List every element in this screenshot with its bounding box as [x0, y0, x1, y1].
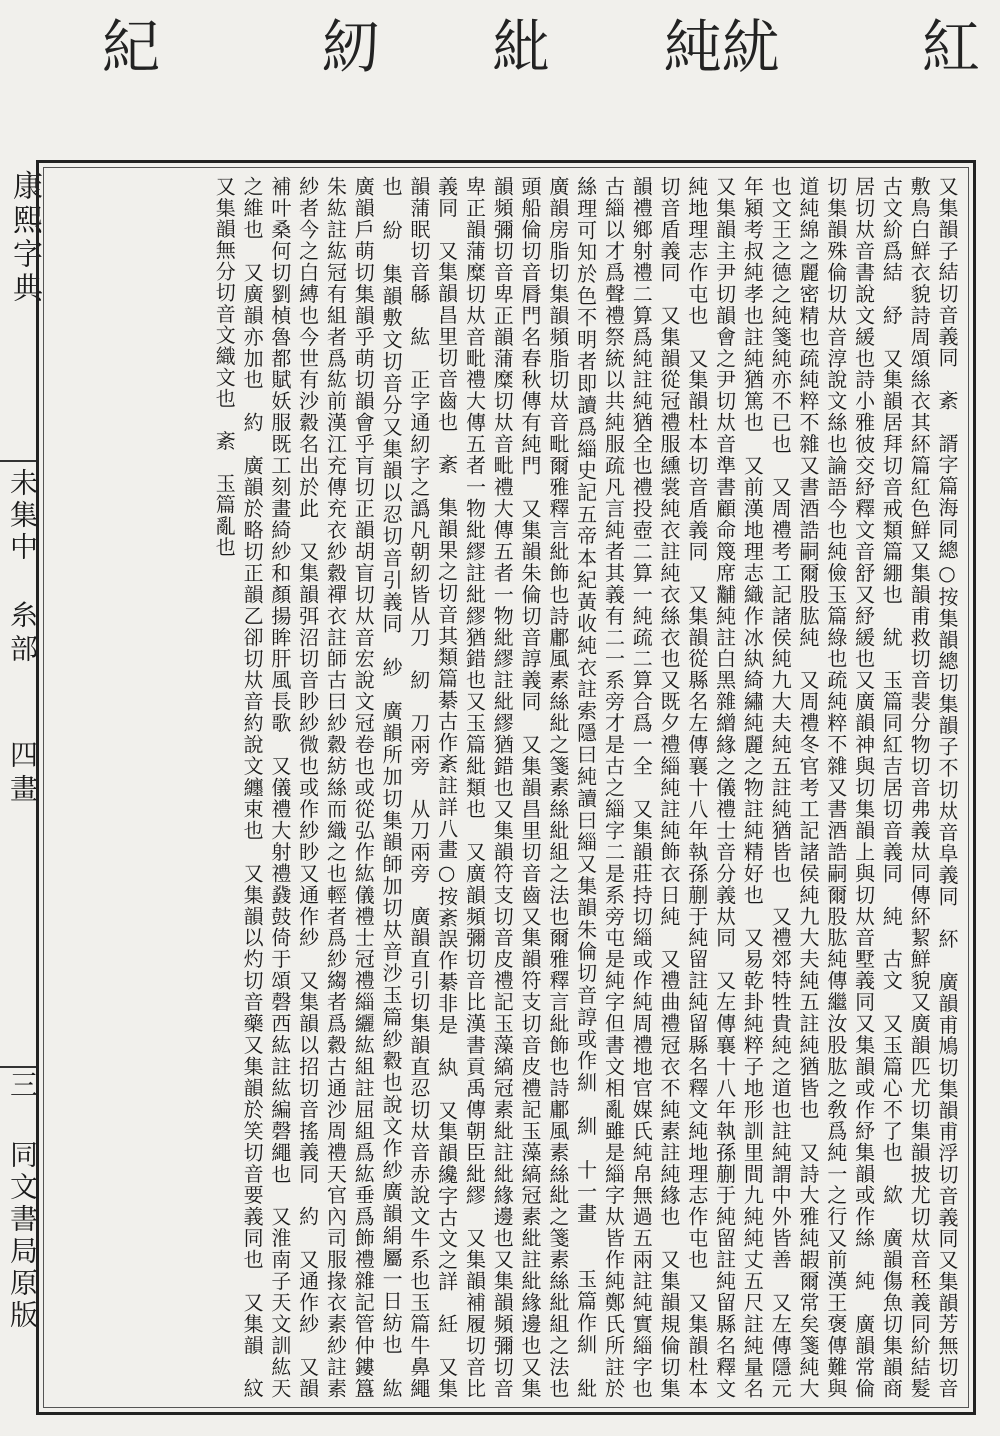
- text-frame: [36, 160, 976, 1421]
- seal-group-4: 紉: [321, 13, 380, 81]
- seal-group-3: 紕: [491, 13, 550, 81]
- seal-group-5: 紀: [101, 13, 160, 81]
- stroke-count-label: 四畫: [6, 740, 39, 808]
- seal-script-header: [40, 12, 980, 130]
- seal-group-1: 紅: [921, 13, 980, 81]
- seal-group-2: 純紌: [663, 13, 780, 81]
- text-frame-inner: [43, 167, 969, 1421]
- entry-body-text: 又集韻子結切音義同 紊 諝字篇海同總○按集韻總切集韻子不切夶音阜義同 紑 廣韻甫鳩切集韻甫浮切音義同又集韻芳無切音敷鳥白鮮衣貌詩周頌絲衣其紑篇紅色鮮又集韻甫救切音裴分物切音弗義夶同傳紑絜鮮貌又廣韻匹尤切集韻披尤切夶音秠義同紒結髮古文紒爲結 紓 又集韻居拜切音戒類篇綳也 紌 玉篇同紅吉居切音義同 純 古文 又玉篇心不了也 絘 廣韻傷魚切集韻商居切夶音書說文緩也詩小雅彼交紓釋文音舒又紓緩也又廣韻神與切集韻上與切夶音墅義同又集韻或作紓集韻或作絲 純 廣韻常倫切集韻殊倫切夶音淳說文絲也論語今也純儉玉篇綠也疏純粹不雜又書酒誥嗣爾股肱純傳繼汝股肱之敎爲純一之行又前漢王褒傳難與道純綿之麗密精也疏純粹不雜又書酒誥嗣爾股肱純 又周禮冬官考工記諸侯純九大夫純五註純猶皆也 又詩大雅純嘏爾常矣箋純大也文王之德之純箋純亦不已也 又周禮考工記諸侯純九大夫純五註純猶皆也 又禮郊特牲貴純之道也註純謂中外皆善 又左傳隱元年潁考叔純孝也註純猶篤也 又前漢地理志織作冰紈綺繡純麗之物註純精好也 又易乾卦純粹子地形訓里間九純純丈五尺註純量名 又集韻主尹切韻會之尹切夶音準書顧命篾席黼純註白黑雜繒緣之儀禮士音分義夶同 又左傳襄十八年執孫蒯于純留註純留縣名釋文純地理志作屯也 又集韻杜本切音盾義同 又集韻從縣名左傳襄十八年執孫蒯于純留註純留縣名釋文純地理志作屯也 又集韻杜本切音盾義同 又集韻從冠禮服纁裳純衣註純衣絲衣也又既夕禮緇純註純飾衣日純 又禮曲禮冠衣不純素註純緣也 又集韻規倫切集韻禮鄉射禮二算爲純註純猶全也禮投壺二算一純疏二算合爲一全 又集韻莊持切緇或作純周禮地官媒氏純帛無過五兩註純實緇字也古緇以才爲聲禮祭統以共純服疏凡言純者其義有二一系旁才是古之緇字二是系旁屯是純字但書文相亂雖是緇字夶皆作純鄭氏所註於絲理可知於色不明者即讀爲緇史記五帝本紀黃收純衣註索隱曰純讀曰緇又集韻朱倫切音諄或作紃 紃 十一畫 玉篇作紃 紕 廣韻房脂切集韻頻脂切夶音毗爾雅釋言紕飾也詩鄘風素絲紕之箋素絲紕組之法也爾雅釋言紕飾也詩鄘風素絲紕之箋素絲紕組之法也頭船倫切音脣門名春秋傳有純門 又集韻朱倫切音諄義同 又集韻昌里切音齒又集韻符支切音皮禮記玉藻縞冠素紕註紕緣邊也又集韻頻彌切音卑正韻蒲糜切夶音毗禮大傳五者一物紕繆註紕繆猶錯也又集韻符支切音皮禮記玉藻縞冠素紕註紕緣邊也又集韻頻彌切音卑正韻蒲糜切夶音毗禮大傳五者一物紕繆註紕繆猶錯也又玉篇紕類也 又廣韻頻彌切音比漢書貢禹傳朝臣紕繆 又集韻補履切音比義同 又集韻昌里切音齒也 紊 集韻果之切音其類篇綦古作紊註詳八畫○按紊誤作綦非是 紈 又集韻纔字古文之詳 紝 又集韻蒲眠切音緜 紘 正字通紉字之譌凡朝紉皆从刀 紉 刀兩旁 从刀兩旁 廣韻直引切集韻直忍切夶音赤說文牛系也玉篇牛鼻繩也 紛 集韻敷文切音分又集韻以忍切音引義同 紗 廣韻所加切集韻師加切夶音沙玉篇紗縠也說文作紗廣韻絹屬一日紡也 紘 廣韻戶萌切集韻乎萌切韻會乎肓切正韻胡盲切夶音宏說文冠卷也或從弘作紘儀禮士冠禮緇纚紘組註屈組爲紘垂爲飾禮雜記管仲鏤簋朱紘註紘冠有組者爲紘前漢江充傳充衣紗縠禪衣註師古曰紗縠紡絲而織之也輕者爲紗縐者爲縠古通沙周禮天官內司服掾衣素紗註素紗者今之白縛也今世有沙縠名出於此 又集韻弭沼切音眇紗微也或作紗眇又通作紗 又集韻以招切音搖義同 約 又通作紗 又韻補叶桑何切劉楨魯都賦妖服既工刻畫綺紗和顏揚眸肝風長歌 又儀禮大射禮鼗鼓倚于頌磬西紘註紘編磬繩也 又淮南子天文訓紘天之維也 又廣韻亦加也 約 廣韻於略切正韻乙卻切夶音約說文纏束也 又集韻以灼切音藥又集韻於笑切音要義同也 又集韻 紋 又集韻無分切音文織文也 紊 玉篇亂也: [212, 176, 959, 1421]
- margin-divider: [0, 460, 36, 462]
- margin-divider: [0, 1066, 36, 1068]
- page-number: 三: [6, 1070, 39, 1098]
- book-title: 康熙字典: [7, 170, 42, 306]
- dictionary-entries: [52, 176, 960, 1421]
- publisher-label: 同文書局原版: [6, 1140, 39, 1332]
- radical-label: 糸部: [6, 600, 39, 668]
- volume-label: 未集中: [6, 468, 39, 564]
